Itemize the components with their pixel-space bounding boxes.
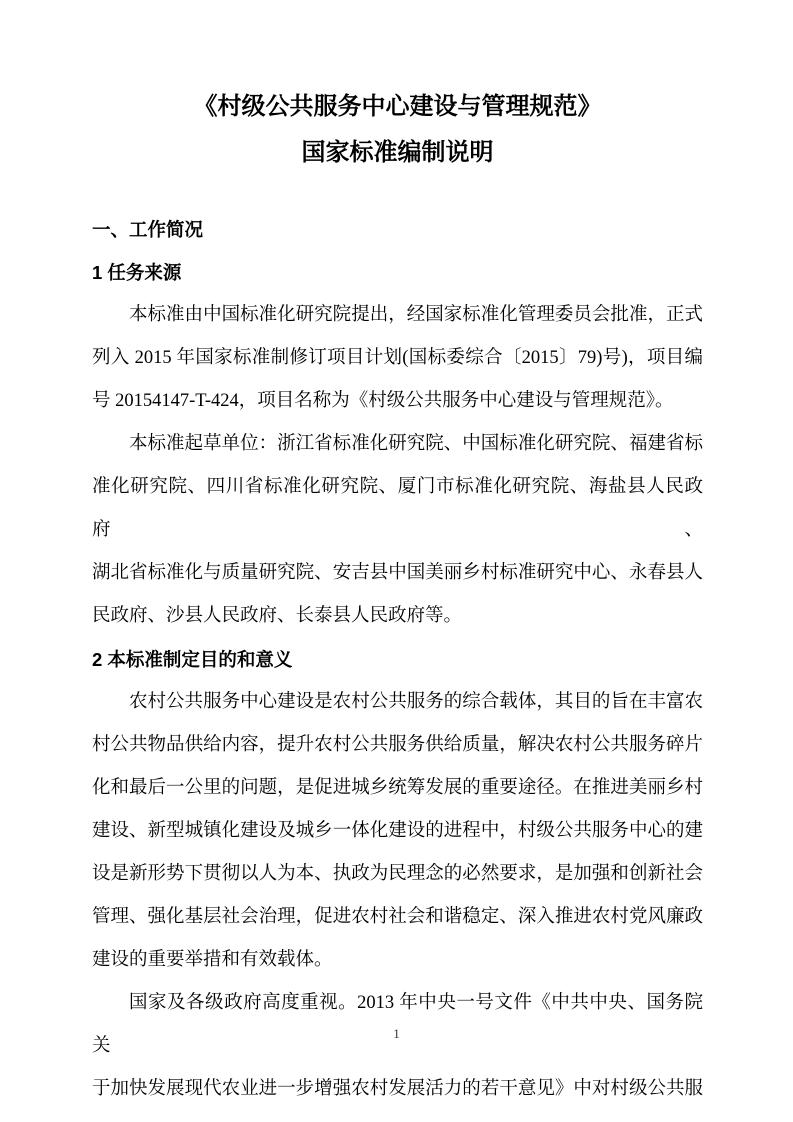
body-line: 本标准由中国标准化研究院提出，经国家标准化管理委员会批准，正式 — [129, 305, 703, 325]
page-number: 1 — [393, 1026, 400, 1041]
body-line: 号 20154147-T-424，项目名称为《村级公共服务中心建设与管理规范》。 — [92, 391, 674, 411]
paragraph — [92, 294, 703, 423]
body-line: 建设的重要举措和有效载体。 — [92, 950, 333, 970]
document-title-line-2: 国家标准编制说明 — [301, 139, 494, 166]
body-line: 民政府、沙县人民政府、长泰县人民政府等。 — [92, 606, 463, 626]
body-line: 管理、强化基层社会治理，促进农村社会和谐稳定、深入推进农村党风廉政 — [92, 907, 703, 927]
document-content — [92, 0, 703, 1111]
paragraph — [92, 681, 703, 982]
section-heading: 一、工作简况 — [92, 219, 204, 240]
body-line: 列入 2015 年国家标准制修订项目计划(国标委综合〔2015〕79)号)，项目编 — [92, 348, 703, 368]
paragraph — [92, 423, 703, 638]
body-line: 于加快发展现代农业进一步增强农村发展活力的若干意见》中对村级公共服 — [92, 1079, 703, 1099]
body-line: 湖北省标准化与质量研究院、安吉县中国美丽乡村标准研究中心、永春县人 — [92, 563, 703, 583]
body-line: 本标准起草单位：浙江省标准化研究院、中国标准化研究院、福建省标 — [129, 434, 703, 454]
section-heading: 2 本标准制定目的和意义 — [92, 649, 293, 670]
body-line: 化和最后一公里的问题，是促进城乡统筹发展的重要途径。在推进美丽乡村 — [92, 778, 703, 798]
document-title — [92, 84, 703, 176]
body-line: 设是新形势下贯彻以人为本、执政为民理念的必然要求，是加强和创新社会 — [92, 864, 703, 884]
section-heading: 1 任务来源 — [92, 262, 182, 283]
document-body — [92, 208, 703, 1111]
document-title-line-1: 《村级公共服务中心建设与管理规范》 — [193, 93, 602, 120]
body-line: 国家及各级政府高度重视。2013 年中央一号文件《中共中央、国务院关 — [92, 993, 703, 1056]
body-line: 农村公共服务中心建设是农村公共服务的综合载体，其目的旨在丰富农 — [129, 692, 703, 712]
body-line: 村公共物品供给内容，提升农村公共服务供给质量，解决农村公共服务碎片 — [92, 735, 703, 755]
body-line: 建设、新型城镇化建设及城乡一体化建设的进程中，村级公共服务中心的建 — [92, 821, 703, 841]
paragraph — [92, 982, 703, 1111]
body-line: 准化研究院、四川省标准化研究院、厦门市标准化研究院、海盐县人民政府、 — [92, 477, 703, 540]
